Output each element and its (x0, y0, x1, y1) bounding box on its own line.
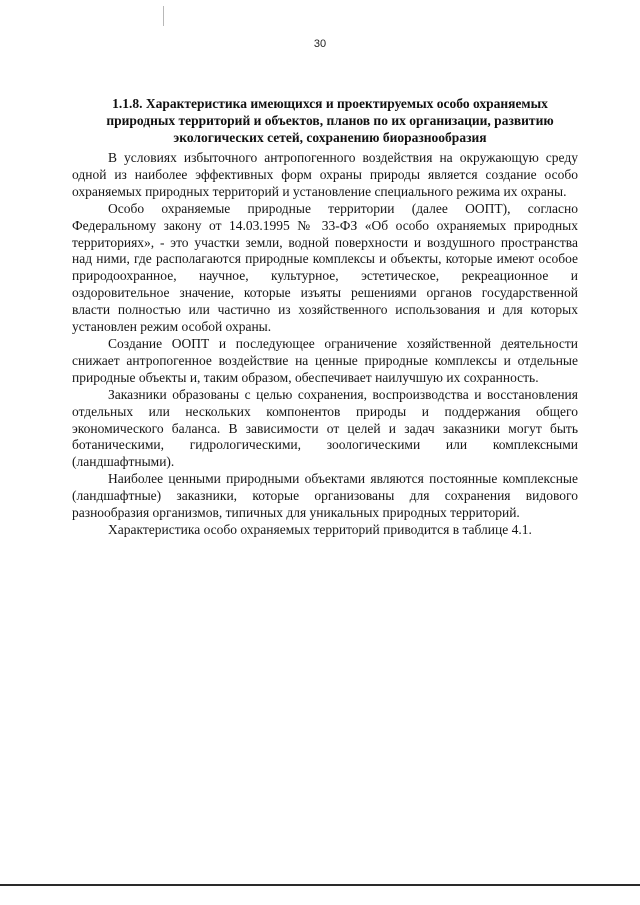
paragraph-valuable-objects: Наиболее ценными природными объектами являются постоянные комплексные (ландшафтные) заказники, которые организованы для сохранения видового разнообразия организмов, типичных для уникальных природных территорий. (72, 471, 578, 521)
page-number: 30 (313, 38, 327, 50)
paragraph-oopt-definition: Особо охраняемые природные территории (далее ООПТ), согласно Федеральному закону от 14.03.1995 № 33-ФЗ «Об особо охраняемых природных территориях», - это участки земли, водной поверхности и воздушного пространства над ними, где располагаются природные комплексы и объекты, которые имеют особое природоохранное, научное, культурное, эстетическое, рекреационное и оздоровительное значение, которые изъяты решениями органов государственной власти полностью или частично из хозяйственного использования и для которых установлен режим особой охраны. (72, 200, 578, 335)
paragraph-table-reference: Характеристика особо охраняемых территорий приводится в таблице 4.1. (108, 521, 532, 537)
scan-artifact-mark (163, 6, 164, 26)
section-heading: 1.1.8. Характеристика имеющихся и проектируемых особо охраняемых природных территорий и объектов, планов по их организации, развитию экологических сетей, сохранению биоразнообразия (106, 96, 554, 145)
bottom-rule (0, 884, 640, 886)
paragraph-intro: В условиях избыточного антропогенного воздействия на окружающую среду одной из наиболее эффективных форм охраны природы является создание особо охраняемых природных территорий и установление специального режима их охраны. (72, 150, 578, 199)
paragraph-reserves: Заказники образованы с целью сохранения, воспроизводства и восстановления отдельных или нескольких компонентов природы и поддержания общего экономического баланса. В зависимости от целей и задач заказники могут быть ботаническими, гидрологическими, зоологическими или комплексными (ландшафтными). (72, 386, 578, 470)
paragraph-oopt-creation: Создание ООПТ и последующее ограничение хозяйственной деятельности снижает антропогенное воздействие на ценные природные комплексы и отдельные природные объекты и, таким образом, обеспечивает наилучшую их сохранность. (72, 335, 578, 385)
body-text (72, 150, 578, 539)
